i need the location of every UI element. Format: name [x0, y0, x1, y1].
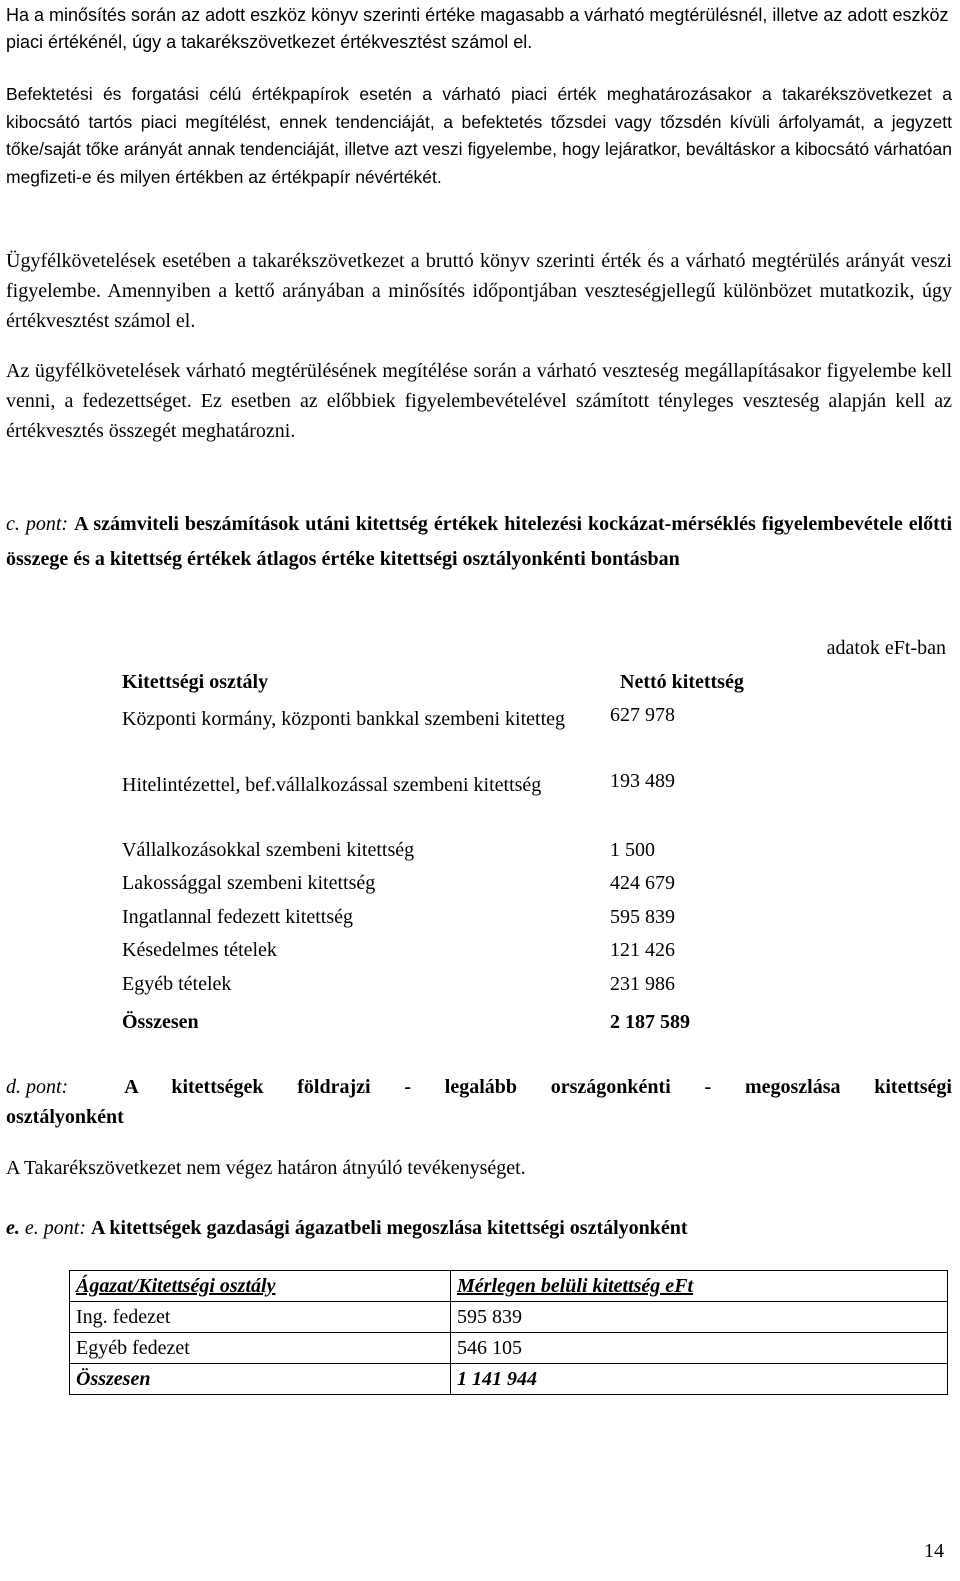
row-value: 231 986 [610, 973, 675, 995]
row-value: 193 489 [610, 770, 675, 792]
paragraph-securities: Befektetési és forgatási célú értékpapírok esetén a várható piaci érték meghatározásakor a takarékszövetkezet a kibocsátó tartós piaci megítélést, ennek tendenciáját, a befektetés tőzsdei vagy tőzsdén kívüli árfolyamát, a jegyzett tőke/saját tőke arányát annak tendenciáját, illetve azt veszi figyelembe, hogy lejáratkor, beváltáskor a kibocsátó várhatóan megfizeti-e és milyen értékben az értékpapír névértékét. [6, 84, 952, 187]
row-value: 121 426 [610, 939, 675, 961]
row-label: Vállalkozásokkal szembeni kitettség [122, 839, 415, 861]
paragraph-impairment-intro: Ha a minősítés során az adott eszköz könyv szerinti értéke magasabb a várható megtérülésnél, illetve az adott eszköz piaci értékénél, úgy a takarékszövetkezet értékvesztést számol el. [6, 5, 949, 52]
row-value: 546 105 [451, 1333, 948, 1364]
row-label: Lakossággal szembeni kitettség [122, 872, 376, 894]
table-total-row [70, 1364, 948, 1395]
unit-note: adatok eFt-ban [826, 637, 946, 659]
section-d-title-cont: osztályonként [6, 1106, 124, 1128]
section-e-title: A kitettségek gazdasági ágazatbeli megoszlása kitettségi osztályonként [90, 1217, 688, 1239]
column-header-net: Nettó kitettség [620, 671, 744, 693]
section-c-label: c. pont: [6, 513, 69, 535]
row-label: Ing. fedezet [70, 1302, 451, 1333]
column-header-class: Kitettségi osztály [122, 671, 269, 693]
table-header-row [70, 1271, 948, 1302]
row-label: Hitelintézettel, bef.vállalkozással szembeni kitettség [122, 774, 542, 796]
page-number: 14 [924, 1540, 944, 1562]
section-e-label: e. pont: [24, 1217, 86, 1239]
column-header-balance: Mérlegen belüli kitettség eFt [451, 1271, 948, 1302]
section-d-body: A Takarékszövetkezet nem végez határon átnyúló tevékenységet. [6, 1157, 526, 1179]
paragraph-collateral: Az ügyfélkövetelések várható megtérülésének megítélése során a várható veszteség megállapításakor figyelembe kell venni, a fedezettséget. Ez esetben az előbbiek figyelembevételével számított tényleges veszteség alapján kell az értékvesztés összegét meghatározni. [6, 360, 952, 442]
paragraph-receivables: Ügyfélkövetelések esetében a takarékszövetkezet a bruttó könyv szerinti érték és a várható megtérülés arányát veszi figyelembe. Amennyiben a kettő arányában a minősítés időpontjában veszteségjellegű különbözet mutatkozik, úgy értékvesztést számol el. [6, 250, 952, 332]
sector-exposure-table [69, 1270, 948, 1395]
row-value: 1 500 [610, 839, 655, 861]
total-label: Összesen [70, 1364, 451, 1395]
total-label: Összesen [122, 1011, 199, 1033]
table-row [70, 1302, 948, 1333]
row-label: Egyéb tételek [122, 973, 232, 995]
section-e-heading [6, 1213, 688, 1243]
table-row [70, 1333, 948, 1364]
row-value: 595 839 [610, 906, 675, 928]
section-c-heading [6, 507, 952, 577]
row-label: Késedelmes tételek [122, 939, 277, 961]
section-e-label-letter: e. [6, 1217, 20, 1239]
section-c-title: A számviteli beszámítások utáni kitettség értékek hitelezési kockázat-mérséklés figyelembevétele előtti összege és a kitettség értékek átlagos értéke kitettségi osztályonkénti bontásban [6, 513, 953, 570]
row-label: Központi kormány, központi bankkal szembeni kitetteg [122, 708, 566, 730]
row-label: Egyéb fedezet [70, 1333, 451, 1364]
total-value: 1 141 944 [451, 1364, 948, 1395]
row-value: 627 978 [610, 704, 675, 726]
section-d-heading [6, 1072, 952, 1132]
row-value: 424 679 [610, 872, 675, 894]
column-header-sector: Ágazat/Kitettségi osztály [70, 1271, 451, 1302]
total-value: 2 187 589 [610, 1011, 690, 1033]
row-label: Ingatlannal fedezett kitettség [122, 906, 354, 928]
row-value: 595 839 [451, 1302, 948, 1333]
section-d-label: d. pont: [6, 1076, 69, 1098]
section-d-title: A kitettségek földrajzi - legalább országonkénti - megoszlása kitettségi [124, 1076, 952, 1098]
